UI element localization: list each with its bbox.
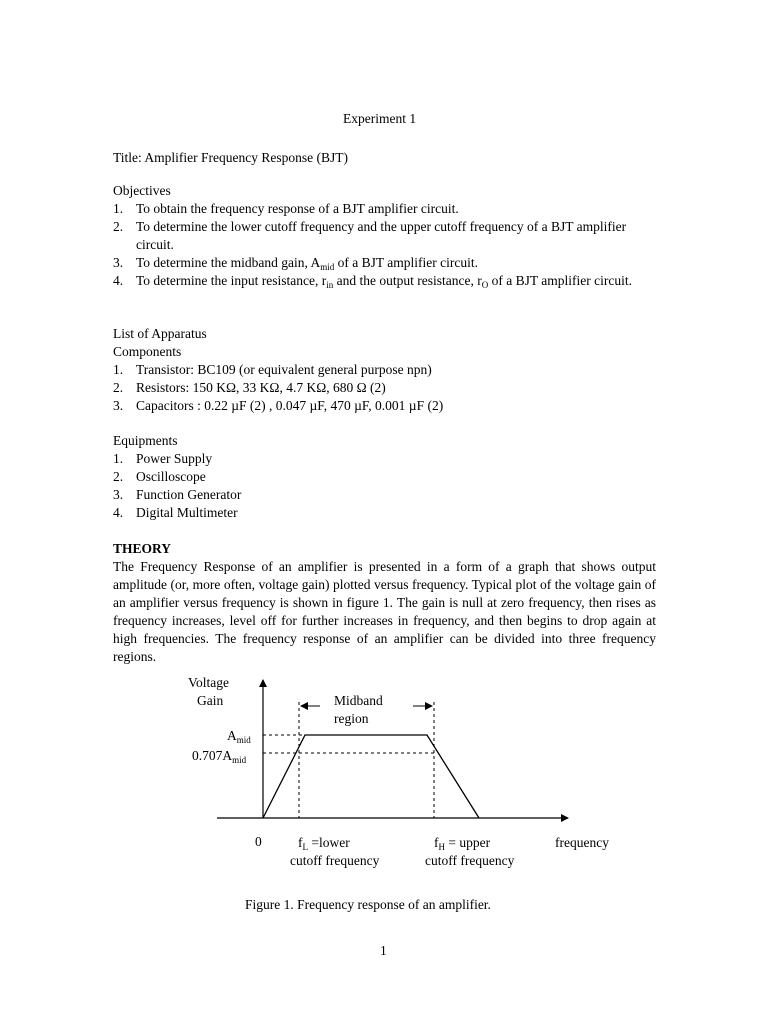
equipments-heading: Equipments (113, 433, 178, 448)
x-axis-label: frequency (555, 835, 609, 850)
fl-label: $f_L$ =lower (298, 835, 350, 852)
list-item: 2. Oscilloscope (113, 469, 206, 484)
objectives-list (113, 200, 653, 290)
list-item: 4. Digital Multimeter (113, 505, 238, 520)
frequency-response-plot (180, 670, 620, 870)
y-axis-label-line1: Voltage (188, 675, 229, 690)
apparatus-heading: List of Apparatus (113, 326, 207, 341)
midband-label-line2: region (334, 711, 369, 726)
list-item: 2. To determine the lower cutoff frequency and the upper cutoff frequency of a BJT amplifier circuit. (113, 219, 627, 252)
list-item: 1. Transistor: BC109 (or equivalent general purpose npn) (113, 362, 432, 377)
fh-label: $f_H$ = upper (434, 835, 491, 852)
document-title: Title: Amplifier Frequency Response (BJT) (113, 150, 348, 165)
frequency-response-figure (180, 670, 620, 870)
page-number: 1 (380, 943, 387, 958)
list-item: 3. To determine the midband gain, $A_{mid}$ of a BJT amplifier circuit. (113, 255, 478, 272)
amid-label: $A_{mid}$ (227, 728, 251, 745)
components-list (113, 361, 653, 415)
midband-label-line1: Midband (334, 693, 383, 708)
y-axis-label-line2: Gain (197, 693, 224, 708)
fl-label-line2: cutoff frequency (290, 853, 380, 868)
list-item: 3. Function Generator (113, 487, 242, 502)
gain-curve (263, 735, 479, 818)
components-heading: Components (113, 344, 182, 359)
list-item: 1. To obtain the frequency response of a BJT amplifier circuit. (113, 201, 459, 216)
objectives-heading: Objectives (113, 183, 171, 198)
figure-caption: Figure 1. Frequency response of an amplifier. (245, 897, 491, 912)
list-item: 2. Resistors: 150 KΩ, 33 KΩ, 4.7 KΩ, 680 Ω (2) (113, 380, 386, 395)
equipments-list (113, 450, 413, 522)
origin-label: 0 (255, 834, 262, 849)
theory-heading: THEORY (113, 541, 172, 556)
list-item: 4. To determine the input resistance, $r_{in}$ and the output resistance, $r_O$ of a BJT amplifier circuit. (113, 273, 632, 290)
experiment-number: Experiment 1 (343, 111, 417, 126)
theory-paragraph: The Frequency Response of an amplifier is presented in a form of a graph that shows output amplitude (or, more often, voltage gain) plotted versus frequency. Typical plot of the voltage gain of an amplifier versus frequency is shown in figure 1. The gain is null at zero frequency, then rises as frequency increases, level off for further increases in frequency, and then begins to drop again at high frequencies. The frequency response of an amplifier can be divided into three frequency regions. (113, 559, 656, 664)
amid707-label: $0.707A_{mid}$ (192, 748, 247, 765)
fh-label-line2: cutoff frequency (425, 853, 515, 868)
list-item: 1. Power Supply (113, 451, 213, 466)
list-item: 3. Capacitors : 0.22 µF (2) , 0.047 µF, 470 µF, 0.001 µF (2) (113, 398, 444, 413)
